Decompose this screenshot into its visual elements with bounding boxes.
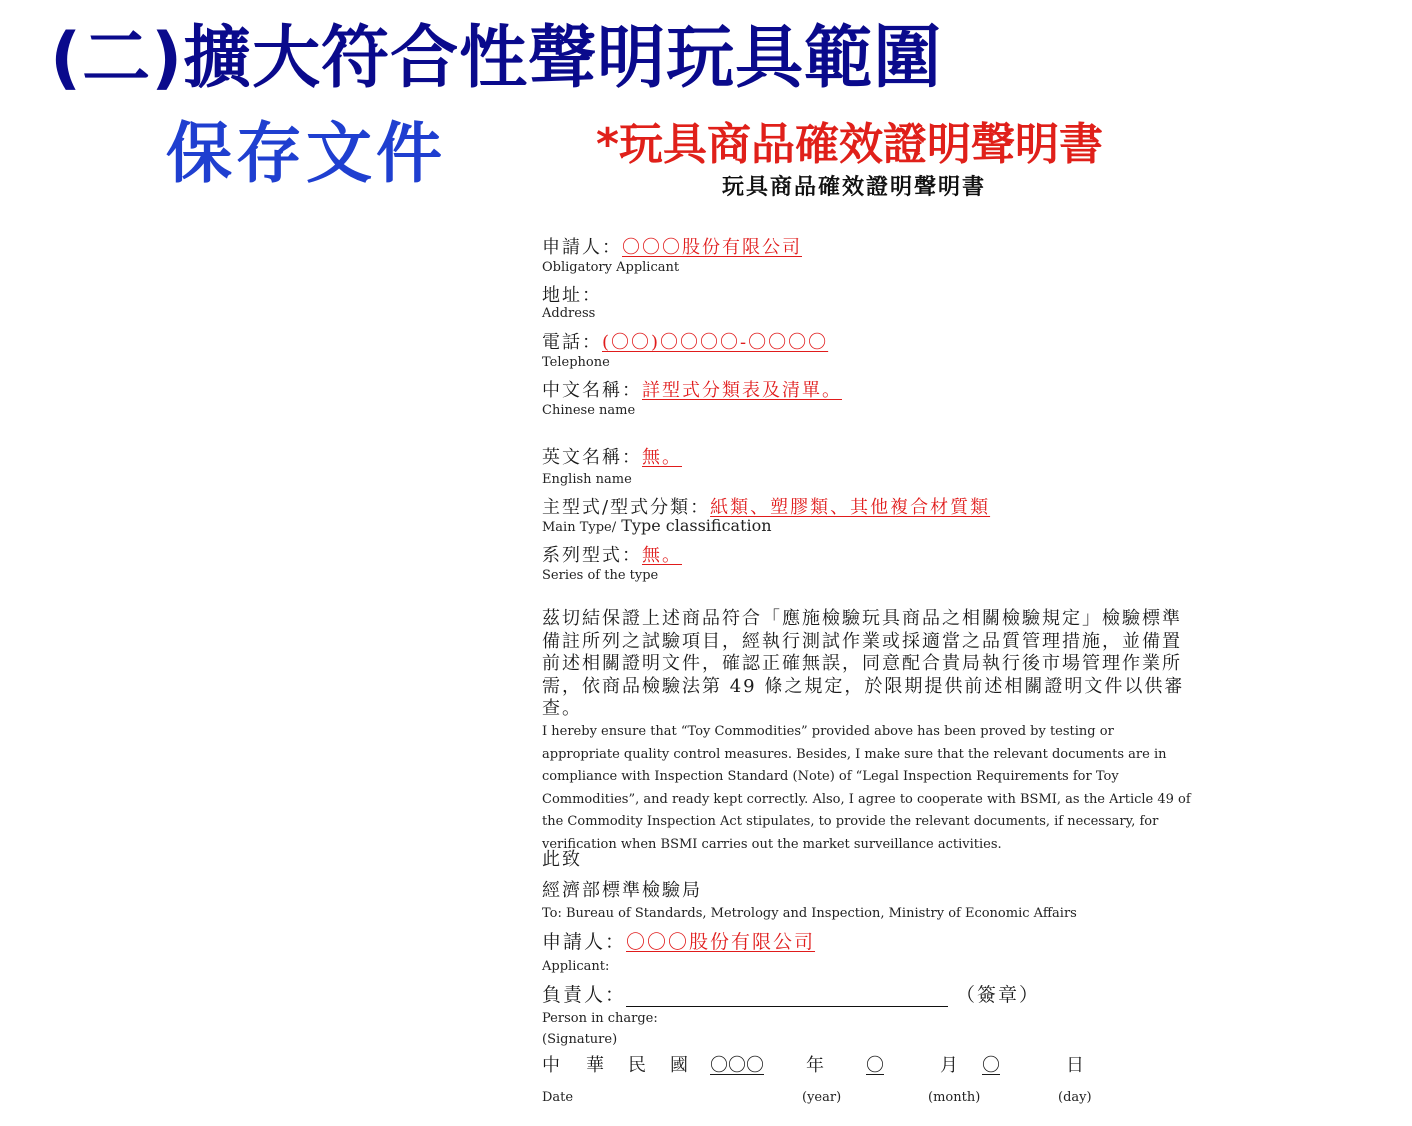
document-heading: 玩具商品確效證明聲明書 bbox=[722, 174, 987, 200]
series-row bbox=[542, 541, 682, 567]
person-row bbox=[542, 980, 1040, 1007]
applicant2-value: 〇〇〇股份有限公司 bbox=[626, 931, 816, 953]
date-prefix-3: 民 bbox=[628, 1055, 646, 1076]
telephone-value: (〇〇)〇〇〇〇-〇〇〇〇 bbox=[602, 332, 829, 353]
date-prefix-4: 國 bbox=[670, 1055, 688, 1076]
slide-subtitle: 保存文件 bbox=[166, 115, 446, 192]
date-month-value: 〇 bbox=[866, 1055, 884, 1076]
date-day-unit: 日 bbox=[1066, 1055, 1084, 1076]
signature-line[interactable] bbox=[626, 986, 948, 1007]
english-name-label: 英文名稱： bbox=[542, 447, 642, 468]
chinese-name-row bbox=[542, 376, 842, 402]
statement-zh: 茲切結保證上述商品符合「應施檢驗玩具商品之相關檢驗規定」檢驗標準備註所列之試驗項目，經執行測試作業或採適當之品質管理措施，並備置前述相關證明文件，確認正確無誤，同意配合貴局執行後市場管理作業所需，依商品檢驗法第 49 條之規定，於限期提供前述相關證明文件以供審查。 bbox=[542, 608, 1185, 719]
date-year-unit: 年 bbox=[806, 1055, 824, 1076]
person-en-label: Person in charge: bbox=[542, 1011, 658, 1026]
day-en-label: (day) bbox=[1058, 1090, 1092, 1105]
statement-en: I hereby ensure that “Toy Commodities” provided above has been proved by testing or appropriate quality control measures. Besides, I make sure that the relevant documents are in compliance with Inspection Standard (Note) of “Legal Inspection Requirements for Toy Commodities”, and ready kept correctly. Also, I agree to cooperate with BSMI, as the Article 49 of the Commodity Inspection Act stipulates, to provide the relevant documents, if necessary, for verification when BSMI carries out the market surveillance activities. bbox=[542, 724, 1191, 852]
slide-title: (二)擴大符合性聲明玩具範圍 bbox=[50, 19, 943, 98]
applicant2-en-label: Applicant: bbox=[542, 959, 610, 974]
address-label: 地址： bbox=[542, 285, 602, 306]
applicant-en-label: Obligatory Applicant bbox=[542, 260, 680, 275]
applicant-label: 申請人： bbox=[542, 237, 622, 258]
applicant2-row bbox=[542, 927, 815, 954]
chinese-name-label: 中文名稱： bbox=[542, 380, 642, 401]
type-en-large: Type classification bbox=[621, 516, 772, 535]
recipient-zh: 經濟部標準檢驗局 bbox=[542, 880, 702, 901]
seal-label: （簽章） bbox=[956, 984, 1041, 1006]
signature-en-label: (Signature) bbox=[542, 1032, 618, 1047]
applicant2-label: 申請人： bbox=[542, 931, 627, 953]
english-name-value: 無。 bbox=[642, 447, 682, 468]
date-en-label: Date bbox=[542, 1090, 574, 1105]
declaration-document bbox=[542, 0, 1202, 1126]
telephone-label: 電話： bbox=[542, 332, 602, 353]
recipient-en: To: Bureau of Standards, Metrology and Inspection, Ministry of Economic Affairs bbox=[542, 906, 1077, 921]
date-prefix-2: 華 bbox=[586, 1055, 604, 1076]
month-en-label: (month) bbox=[928, 1090, 981, 1105]
series-en-label: Series of the type bbox=[542, 568, 659, 583]
chinese-name-value: 詳型式分類表及清單。 bbox=[642, 380, 842, 401]
applicant-row bbox=[542, 233, 802, 259]
date-month-unit: 月 bbox=[940, 1055, 958, 1076]
english-name-en-label: English name bbox=[542, 472, 632, 487]
english-name-row bbox=[542, 443, 682, 469]
telephone-row bbox=[542, 328, 828, 354]
date-prefix-1: 中 bbox=[542, 1055, 560, 1076]
slide-note: *玩具商品確效證明聲明書 bbox=[596, 119, 1104, 170]
date-day-value: 〇 bbox=[982, 1055, 1000, 1076]
series-label: 系列型式： bbox=[542, 545, 642, 566]
salutation: 此致 bbox=[542, 849, 582, 870]
type-value: 紙類、塑膠類、其他複合材質類 bbox=[710, 497, 991, 518]
chinese-name-en-label: Chinese name bbox=[542, 403, 636, 418]
person-label: 負責人： bbox=[542, 984, 627, 1006]
series-value: 無。 bbox=[642, 545, 682, 566]
date-year-value: 〇〇〇 bbox=[710, 1055, 764, 1076]
address-en-label: Address bbox=[542, 306, 596, 321]
year-en-label: (year) bbox=[802, 1090, 842, 1105]
type-en-row bbox=[542, 516, 772, 535]
type-en-small: Main Type/ bbox=[542, 520, 617, 535]
telephone-en-label: Telephone bbox=[542, 355, 610, 370]
type-label: 主型式/型式分類： bbox=[542, 497, 711, 518]
applicant-value: 〇〇〇股份有限公司 bbox=[622, 237, 802, 258]
